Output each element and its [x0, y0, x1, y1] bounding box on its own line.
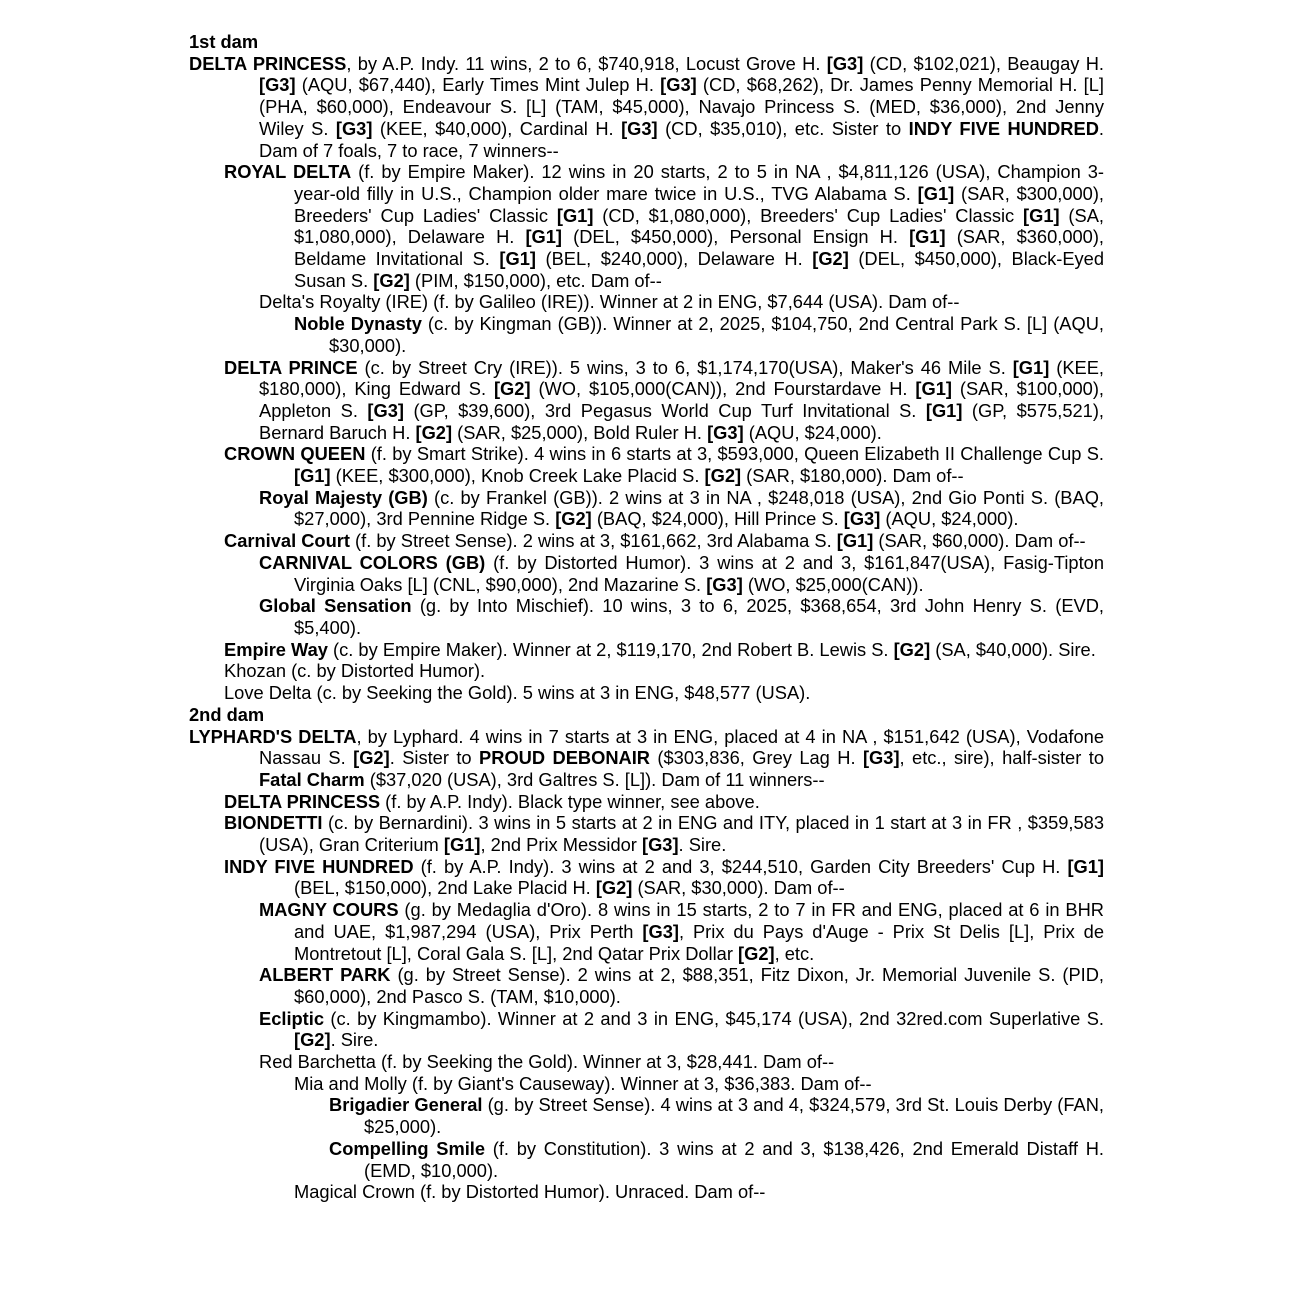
pedigree-text-block: [189, 31, 1104, 1203]
entry-crown-queen: [189, 443, 1104, 486]
entry-delta-princess-2: [189, 791, 1104, 813]
horse-name: CARNIVAL COLORS (GB): [259, 551, 486, 573]
bold-run: [G3]: [826, 52, 864, 74]
text-run: (g. by Medaglia d'Oro). 8 wins in 15 starts, 2 to 7 in FR and ENG, placed at 6 in BHR and UAE, $1,987,294 (USA), Prix Perth: [294, 899, 1104, 942]
bold-run: [G1]: [917, 182, 955, 204]
entry-khozan: [189, 660, 1104, 682]
bold-run: [G1]: [1067, 855, 1104, 877]
text-run: Love Delta (c. by Seeking the Gold). 5 wins at 3 in ENG, $48,577 (USA).: [224, 682, 811, 704]
bold-run: [G3]: [660, 74, 697, 96]
bold-run: [G1]: [915, 378, 952, 400]
text-run: (CD, $68,262), Dr. James Penny Memorial H. [L] (PHA, $60,000), Endeavour S. [L] (TAM, $45,000), Navajo Princess S. (MED, $36,000), 2nd Jenny Wiley S.: [259, 74, 1104, 139]
horse-name: ALBERT PARK: [259, 964, 391, 986]
entry-magical-crown: [189, 1181, 1104, 1203]
text-run: (SAR, $300,000), Breeders' Cup Ladies' Classic: [294, 182, 1104, 226]
horse-name: Compelling Smile: [329, 1137, 486, 1159]
horse-name: Global Sensation: [259, 595, 412, 617]
text-run: (BAQ, $24,000), Hill Prince S.: [591, 508, 844, 530]
bold-run: [G3]: [259, 74, 296, 96]
text-run: (g. by Street Sense). 4 wins at 3 and 4, $324,579, 3rd St. Louis Derby (FAN, $25,000).: [364, 1094, 1105, 1138]
entry-mia-and-molly: [189, 1073, 1104, 1095]
text-run: Khozan (c. by Distorted Humor).: [224, 660, 486, 682]
text-run: (f. by Street Sense). 2 wins at 3, $161,662, 3rd Alabama S.: [349, 530, 837, 552]
horse-name: DELTA PRINCESS: [189, 52, 347, 74]
section-header-text: 1st dam: [189, 31, 259, 52]
bold-run: [G3]: [641, 834, 679, 856]
text-run: (f. by A.P. Indy). Black type winner, see above.: [380, 790, 760, 812]
text-run: (WO, $105,000(CAN)), 2nd Fourstardave H.: [530, 378, 916, 400]
text-run: (c. by Empire Maker). Winner at 2, $119,170, 2nd Robert B. Lewis S.: [327, 638, 894, 660]
entry-biondetti: [189, 812, 1104, 855]
entry-global-sensation: [189, 595, 1104, 638]
horse-name: Ecliptic: [259, 1007, 325, 1029]
entry-royal-majesty: [189, 487, 1104, 530]
text-run: (DEL, $450,000), Personal Ensign H.: [562, 226, 910, 248]
text-run: (f. by Smart Strike). 4 wins in 6 starts at 3, $593,000, Queen Elizabeth II Challenge Cup S.: [365, 443, 1104, 465]
entry-delta-princess: [189, 53, 1104, 162]
entry-empire-way: [189, 639, 1104, 661]
entry-carnival-colors: [189, 552, 1104, 595]
bold-run: [G3]: [621, 117, 658, 139]
bold-run: [G1]: [925, 399, 963, 421]
bold-run: [G2]: [353, 747, 390, 769]
text-run: (CD, $102,021), Beaugay H.: [863, 52, 1104, 74]
bold-run: [G3]: [367, 399, 404, 421]
text-run: (AQU, $67,440), Early Times Mint Julep H.: [295, 74, 661, 96]
bold-run: [G1]: [836, 530, 874, 552]
horse-name: Empire Way: [224, 638, 328, 660]
entry-magny-cours: [189, 899, 1104, 964]
bold-run: [G1]: [909, 226, 946, 248]
bold-run: [G3]: [706, 573, 743, 595]
section-header-2nd-dam: [189, 704, 1104, 726]
horse-name: ROYAL DELTA: [224, 161, 352, 183]
bold-run: [G3]: [707, 421, 744, 443]
entry-compelling-smile: [189, 1138, 1104, 1181]
entry-indy-five-hundred: [189, 856, 1104, 899]
text-run: (GP, $39,600), 3rd Pegasus World Cup Turf Invitational S.: [403, 399, 926, 421]
horse-name: CROWN QUEEN: [224, 443, 366, 465]
bold-run: [G2]: [294, 1029, 331, 1051]
text-run: (DEL, $450,000), Black-Eyed Susan S.: [294, 248, 1104, 291]
entry-deltas-royalty: [189, 291, 1104, 313]
text-run: , Prix du Pays d'Auge - Prix St Delis [L], Prix de Montretout [L], Coral Gala S. [L], 2nd Qatar Prix Dollar: [294, 920, 1104, 964]
horse-name: DELTA PRINCE: [224, 356, 358, 378]
bold-run: Fatal Charm: [259, 768, 365, 790]
text-run: (SA, $1,080,000), Delaware H.: [294, 204, 1104, 248]
text-run: ($37,020 (USA), 3rd Galtres S. [L]). Dam of 11 winners--: [364, 768, 825, 790]
horse-name: Noble Dynasty: [294, 313, 422, 335]
text-run: , by A.P. Indy. 11 wins, 2 to 6, $740,918, Locust Grove H.: [346, 52, 827, 74]
bold-run: [G2]: [812, 248, 849, 270]
bold-run: [G2]: [893, 638, 931, 660]
text-run: (WO, $25,000(CAN)).: [742, 573, 924, 595]
text-run: (SAR, $30,000). Dam of--: [632, 877, 845, 899]
horse-name: Royal Majesty (GB): [259, 486, 428, 508]
bold-run: [G3]: [862, 747, 900, 769]
section-header-1st-dam: [189, 31, 1104, 53]
text-run: (g. by Into Mischief). 10 wins, 3 to 6, 2025, $368,654, 3rd John Henry S. (EVD, $5,400).: [294, 595, 1104, 638]
bold-run: [G2]: [373, 269, 410, 291]
text-run: (SAR, $25,000), Bold Ruler H.: [452, 421, 708, 443]
entry-ecliptic: [189, 1008, 1104, 1051]
horse-name: BIONDETTI: [224, 812, 323, 834]
bold-run: [G1]: [499, 248, 536, 270]
text-run: (c. by Bernardini). 3 wins in 5 starts at 2 in ENG and ITY, placed in 1 start at 3 in FR , $359,583 (USA), Gran Criterium: [259, 812, 1104, 856]
text-run: , etc., sire), half-sister to: [899, 747, 1104, 769]
text-run: (KEE, $40,000), Cardinal H.: [372, 117, 622, 139]
text-run: (SAR, $180,000). Dam of--: [741, 465, 964, 487]
horse-name: MAGNY COURS: [259, 899, 399, 921]
text-run: Red Barchetta (f. by Seeking the Gold). Winner at 3, $28,441. Dam of--: [259, 1051, 835, 1073]
text-run: . Sire.: [330, 1029, 379, 1051]
text-run: , etc.: [774, 942, 815, 964]
text-run: Mia and Molly (f. by Giant's Causeway). Winner at 3, $36,383. Dam of--: [294, 1072, 872, 1094]
horse-name: Carnival Court: [224, 530, 350, 552]
text-run: (SAR, $60,000). Dam of--: [873, 530, 1086, 552]
bold-run: [G1]: [556, 204, 594, 226]
horse-name: Brigadier General: [329, 1094, 483, 1116]
bold-run: [G2]: [738, 942, 775, 964]
text-run: (f. by Distorted Humor). 3 wins at 2 and 3, $161,847(USA), Fasig-Tipton Virginia Oaks [L] (CNL, $90,000), 2nd Mazarine S.: [294, 551, 1104, 595]
text-run: (CD, $1,080,000), Breeders' Cup Ladies' Classic: [593, 204, 1024, 226]
bold-run: [G3]: [843, 508, 881, 530]
bold-run: INDY FIVE HUNDRED: [908, 117, 1099, 139]
text-run: . Dam of 7 foals, 7 to race, 7 winners--: [259, 117, 1104, 161]
bold-run: [G3]: [335, 117, 373, 139]
text-run: (AQU, $24,000).: [743, 421, 882, 443]
horse-name: DELTA PRINCESS: [224, 790, 381, 812]
entry-brigadier-general: [189, 1094, 1104, 1137]
entry-royal-delta: [189, 161, 1104, 291]
text-run: (g. by Street Sense). 2 wins at 2, $88,351, Fitz Dixon, Jr. Memorial Juvenile S. (PID, $60,000), 2nd Pasco S. (TAM, $10,000).: [294, 964, 1105, 1007]
text-run: . Sister to: [389, 747, 480, 769]
text-run: (KEE, $300,000), Knob Creek Lake Placid S.: [330, 465, 705, 487]
text-run: , by Lyphard. 4 wins in 7 starts at 3 in ENG, placed at 4 in NA , $151,642 (USA), Vodafone Nassau S.: [259, 725, 1104, 769]
text-run: (GP, $575,521), Bernard Baruch H.: [259, 399, 1105, 443]
bold-run: PROUD DEBONAIR: [479, 747, 650, 769]
section-header-text: 2nd dam: [189, 703, 265, 725]
text-run: (KEE, $180,000), King Edward S.: [259, 356, 1104, 400]
bold-run: [G3]: [642, 920, 679, 942]
text-run: (c. by Street Cry (IRE)). 5 wins, 3 to 6, $1,174,170(USA), Maker's 46 Mile S.: [357, 356, 1013, 378]
bold-run: [G2]: [493, 378, 531, 400]
text-run: (AQU, $24,000).: [880, 508, 1019, 530]
entry-noble-dynasty: [189, 313, 1104, 356]
text-run: (c. by Kingman (GB)). Winner at 2, 2025, $104,750, 2nd Central Park S. [L] (AQU, $30,000).: [329, 313, 1104, 356]
bold-run: [G2]: [555, 508, 592, 530]
text-run: ($303,836, Grey Lag H.: [650, 747, 863, 769]
horse-name: LYPHARD'S DELTA: [189, 725, 357, 747]
bold-run: [G2]: [415, 421, 453, 443]
text-run: (f. by A.P. Indy). 3 wins at 2 and 3, $244,510, Garden City Breeders' Cup H.: [413, 855, 1068, 877]
text-run: , 2nd Prix Messidor: [480, 834, 642, 856]
text-run: (SAR, $360,000), Beldame Invitational S.: [294, 226, 1104, 270]
horse-name: INDY FIVE HUNDRED: [224, 855, 414, 877]
text-run: (BEL, $240,000), Delaware H.: [535, 248, 813, 270]
bold-run: [G2]: [595, 877, 633, 899]
text-run: (c. by Frankel (GB)). 2 wins at 3 in NA , $248,018 (USA), 2nd Gio Ponti S. (BAQ, $27,000), 3rd Pennine Ridge S.: [294, 486, 1104, 530]
bold-run: [G1]: [1012, 356, 1050, 378]
entry-albert-park: [189, 964, 1104, 1007]
entry-lyphards-delta: [189, 726, 1104, 791]
text-run: (CD, $35,010), etc. Sister to: [657, 117, 909, 139]
entry-love-delta: [189, 682, 1104, 704]
text-run: (BEL, $150,000), 2nd Lake Placid H.: [294, 877, 596, 899]
text-run: (f. by Empire Maker). 12 wins in 20 starts, 2 to 5 in NA , $4,811,126 (USA), Champion 3-year-old filly in U.S., Champion older mare twice in U.S., TVG Alabama S.: [294, 161, 1104, 204]
bold-run: [G1]: [525, 226, 563, 248]
text-run: Magical Crown (f. by Distorted Humor). Unraced. Dam of--: [294, 1181, 766, 1203]
text-run: (SAR, $100,000), Appleton S.: [259, 378, 1104, 421]
text-run: . Sire.: [678, 834, 727, 856]
text-run: (SA, $40,000). Sire.: [930, 638, 1096, 660]
entry-carnival-court: [189, 530, 1104, 552]
text-run: (f. by Constitution). 3 wins at 2 and 3, $138,426, 2nd Emerald Distaff H. (EMD, $10,000).: [364, 1137, 1104, 1181]
bold-run: [G1]: [1023, 204, 1060, 226]
entry-delta-prince: [189, 357, 1104, 444]
bold-run: [G2]: [704, 465, 742, 487]
text-run: (c. by Kingmambo). Winner at 2 and 3 in ENG, $45,174 (USA), 2nd 32red.com Superlative S.: [324, 1007, 1104, 1029]
entry-red-barchetta: [189, 1051, 1104, 1073]
bold-run: [G1]: [294, 465, 331, 487]
text-run: (PIM, $150,000), etc. Dam of--: [409, 269, 662, 291]
text-run: Delta's Royalty (IRE) (f. by Galileo (IRE)). Winner at 2 in ENG, $7,644 (USA). Dam of--: [259, 291, 960, 313]
bold-run: [G1]: [443, 834, 481, 856]
